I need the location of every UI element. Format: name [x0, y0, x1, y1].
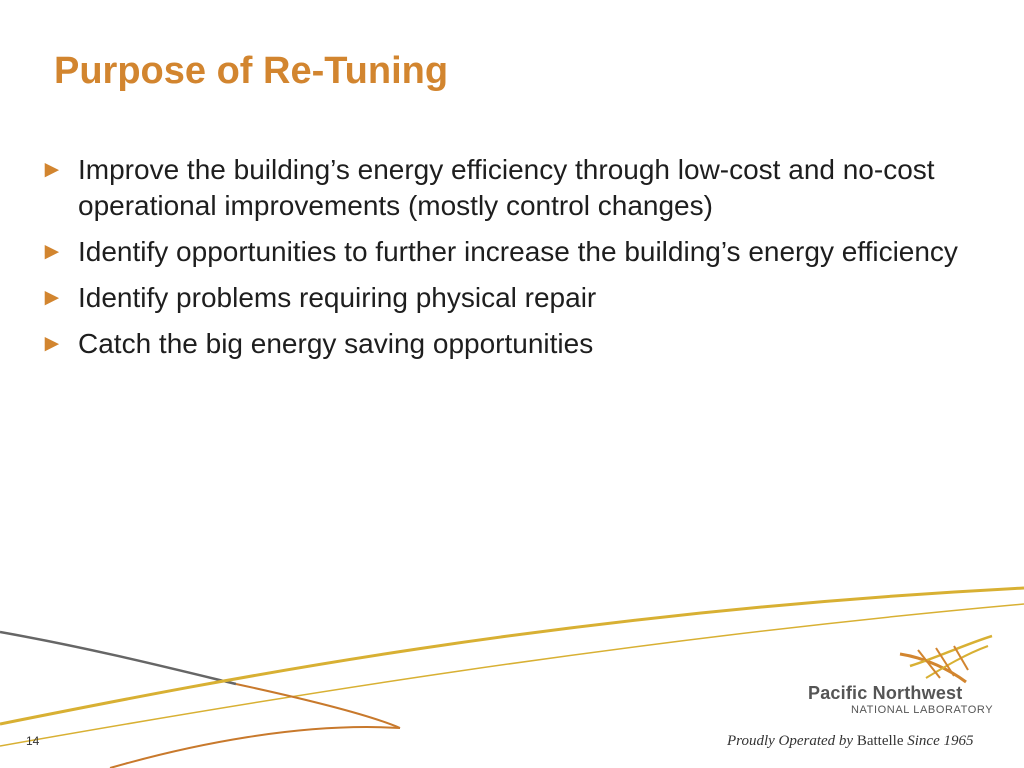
bullet-arrow-icon: ► [40, 284, 64, 311]
gray-swoosh-line [0, 632, 236, 684]
org-name: Pacific Northwest [808, 683, 963, 703]
bullet-text: Catch the big energy saving opportunities [78, 328, 594, 359]
pnnl-logo-icon [896, 632, 996, 684]
bullet-text: Identify opportunities to further increase the building’s energy efficiency [78, 236, 958, 267]
bullet-arrow-icon: ► [40, 330, 64, 357]
bullet-arrow-icon: ► [40, 238, 64, 265]
tagline-prefix: Proudly Operated by [727, 733, 857, 749]
tagline [727, 733, 973, 750]
bullet-text: Improve the building’s energy efficiency through low-cost and no-cost operational improvements (mostly control changes) [78, 154, 935, 221]
tagline-suffix: Since 1965 [903, 733, 974, 749]
tagline-brand: Battelle [856, 733, 904, 749]
orange-swoosh-line-lower [110, 727, 400, 768]
gold-swoosh-line-middle [0, 604, 1024, 746]
bullet-text: Identify problems requiring physical repair [78, 282, 597, 313]
org-subtitle: NATIONAL LABORATORY [851, 704, 994, 716]
bullet-arrow-icon: ► [40, 156, 64, 183]
page-number: 14 [26, 734, 40, 748]
orange-swoosh-line [236, 684, 400, 728]
slide-title: Purpose of Re-Tuning [54, 50, 449, 92]
